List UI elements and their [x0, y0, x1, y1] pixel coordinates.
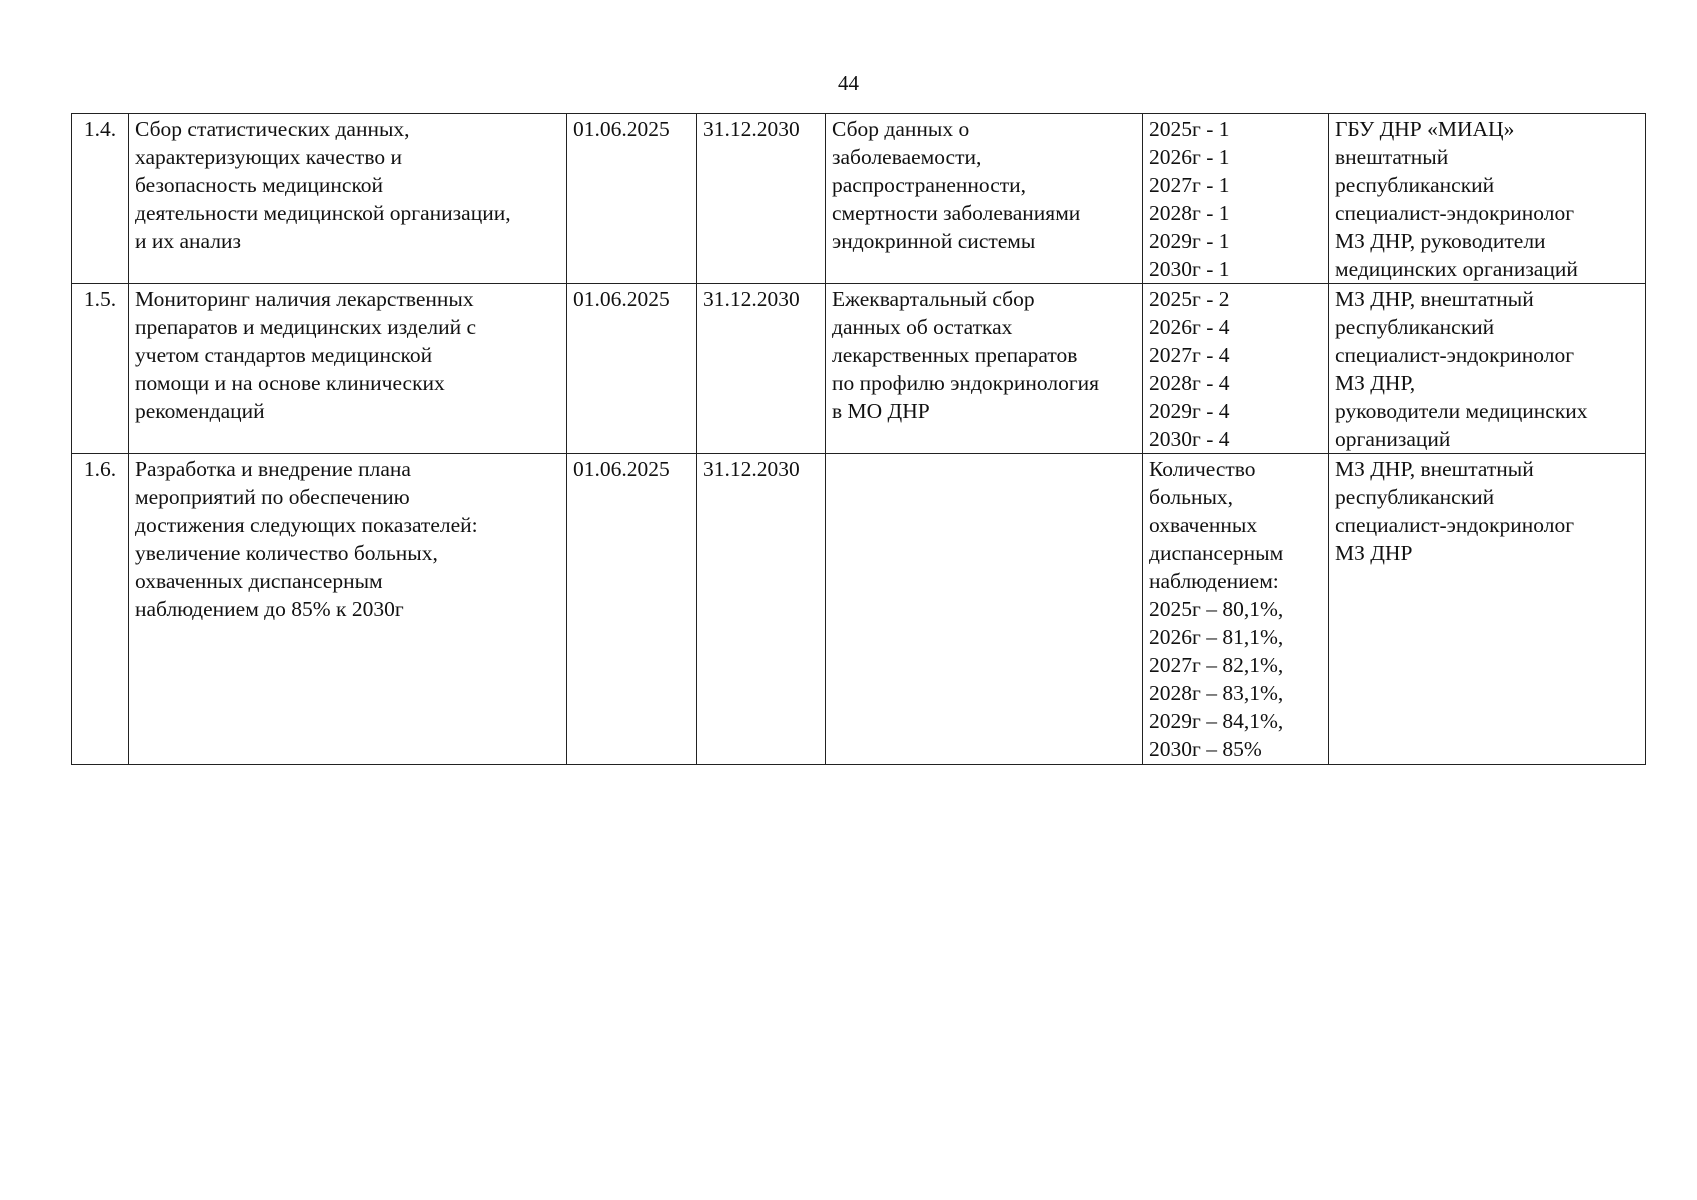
- responsible-line: специалист-эндокринолог: [1335, 201, 1575, 225]
- indicator-line: больных,: [1149, 485, 1234, 509]
- indicator-cell: [1143, 454, 1329, 765]
- indicator-line: 2030г – 85%: [1149, 737, 1262, 761]
- result-line: Ежеквартальный сбор: [832, 287, 1035, 311]
- indicator-cell: [1143, 114, 1329, 284]
- activity-line: Разработка и внедрение плана: [135, 457, 411, 481]
- indicator-line: охваченных: [1149, 513, 1258, 537]
- indicator-line: 2030г - 4: [1149, 427, 1230, 451]
- end-date-cell: 31.12.2030: [697, 454, 826, 765]
- responsible-line: МЗ ДНР: [1335, 541, 1413, 565]
- activity-cell: [129, 114, 567, 284]
- responsible-line: руководители медицинских: [1335, 399, 1588, 423]
- row-number: 1.5.: [72, 284, 129, 454]
- table-row: [72, 454, 1646, 765]
- activity-line: учетом стандартов медицинской: [135, 343, 433, 367]
- indicator-line: 2025г - 2: [1149, 287, 1230, 311]
- page-number: 44: [838, 71, 859, 95]
- table-row: [72, 284, 1646, 454]
- indicator-line: 2029г - 1: [1149, 229, 1230, 253]
- result-cell: [826, 454, 1143, 765]
- activity-line: помощи и на основе клинических: [135, 371, 445, 395]
- responsible-line: республиканский: [1335, 485, 1495, 509]
- activity-line: и их анализ: [135, 229, 242, 253]
- result-cell: [826, 114, 1143, 284]
- responsible-line: МЗ ДНР, руководители: [1335, 229, 1546, 253]
- activity-line: Сбор статистических данных,: [135, 117, 410, 141]
- activity-line: охваченных диспансерным: [135, 569, 383, 593]
- responsible-line: ГБУ ДНР «МИАЦ»: [1335, 117, 1515, 141]
- row-number: 1.6.: [72, 454, 129, 765]
- activity-line: характеризующих качество и: [135, 145, 402, 169]
- responsible-line: медицинских организаций: [1335, 257, 1578, 281]
- responsible-line: организаций: [1335, 427, 1451, 451]
- indicator-cell: [1143, 284, 1329, 454]
- result-line: Сбор данных о: [832, 117, 970, 141]
- indicator-line: Количество: [1149, 457, 1256, 481]
- indicator-line: 2026г - 4: [1149, 315, 1230, 339]
- end-date-cell: 31.12.2030: [697, 284, 826, 454]
- indicator-line: 2027г - 4: [1149, 343, 1230, 367]
- activity-line: деятельности медицинской организации,: [135, 201, 511, 225]
- responsible-line: МЗ ДНР, внештатный: [1335, 287, 1534, 311]
- responsible-cell: [1329, 454, 1646, 765]
- start-date-cell: 01.06.2025: [567, 284, 697, 454]
- plan-table: [71, 113, 1646, 765]
- activity-cell: [129, 284, 567, 454]
- indicator-line: 2029г - 4: [1149, 399, 1230, 423]
- result-line: эндокринной системы: [832, 229, 1036, 253]
- indicator-line: 2026г – 81,1%,: [1149, 625, 1284, 649]
- activity-cell: [129, 454, 567, 765]
- start-date-cell: 01.06.2025: [567, 454, 697, 765]
- result-line: по профилю эндокринология: [832, 371, 1100, 395]
- result-line: смертности заболеваниями: [832, 201, 1081, 225]
- result-line: в МО ДНР: [832, 399, 930, 423]
- responsible-line: республиканский: [1335, 173, 1495, 197]
- indicator-line: 2030г - 1: [1149, 257, 1230, 281]
- responsible-line: республиканский: [1335, 315, 1495, 339]
- activity-line: Мониторинг наличия лекарственных: [135, 287, 474, 311]
- activity-line: увеличение количество больных,: [135, 541, 438, 565]
- indicator-line: 2027г – 82,1%,: [1149, 653, 1284, 677]
- row-number: 1.4.: [72, 114, 129, 284]
- indicator-line: 2025г - 1: [1149, 117, 1230, 141]
- result-line: данных об остатках: [832, 315, 1013, 339]
- start-date-cell: 01.06.2025: [567, 114, 697, 284]
- activity-line: мероприятий по обеспечению: [135, 485, 410, 509]
- result-line: распространенности,: [832, 173, 1027, 197]
- result-line: заболеваемости,: [832, 145, 982, 169]
- responsible-cell: [1329, 114, 1646, 284]
- activity-line: препаратов и медицинских изделий с: [135, 315, 477, 339]
- table-row: [72, 114, 1646, 284]
- responsible-line: специалист-эндокринолог: [1335, 343, 1575, 367]
- result-cell: [826, 284, 1143, 454]
- indicator-line: 2027г - 1: [1149, 173, 1230, 197]
- responsible-line: внештатный: [1335, 145, 1449, 169]
- indicator-line: 2028г - 1: [1149, 201, 1230, 225]
- responsible-line: МЗ ДНР, внештатный: [1335, 457, 1534, 481]
- indicator-line: 2028г – 83,1%,: [1149, 681, 1284, 705]
- indicator-line: 2025г – 80,1%,: [1149, 597, 1284, 621]
- end-date-cell: 31.12.2030: [697, 114, 826, 284]
- responsible-cell: [1329, 284, 1646, 454]
- indicator-line: 2028г - 4: [1149, 371, 1230, 395]
- responsible-line: специалист-эндокринолог: [1335, 513, 1575, 537]
- result-line: лекарственных препаратов: [832, 343, 1078, 367]
- indicator-line: диспансерным: [1149, 541, 1284, 565]
- indicator-line: наблюдением:: [1149, 569, 1279, 593]
- activity-line: наблюдением до 85% к 2030г: [135, 597, 404, 621]
- activity-line: достижения следующих показателей:: [135, 513, 478, 537]
- responsible-line: МЗ ДНР,: [1335, 371, 1416, 395]
- indicator-line: 2026г - 1: [1149, 145, 1230, 169]
- activity-line: рекомендаций: [135, 399, 265, 423]
- activity-line: безопасность медицинской: [135, 173, 384, 197]
- indicator-line: 2029г – 84,1%,: [1149, 709, 1284, 733]
